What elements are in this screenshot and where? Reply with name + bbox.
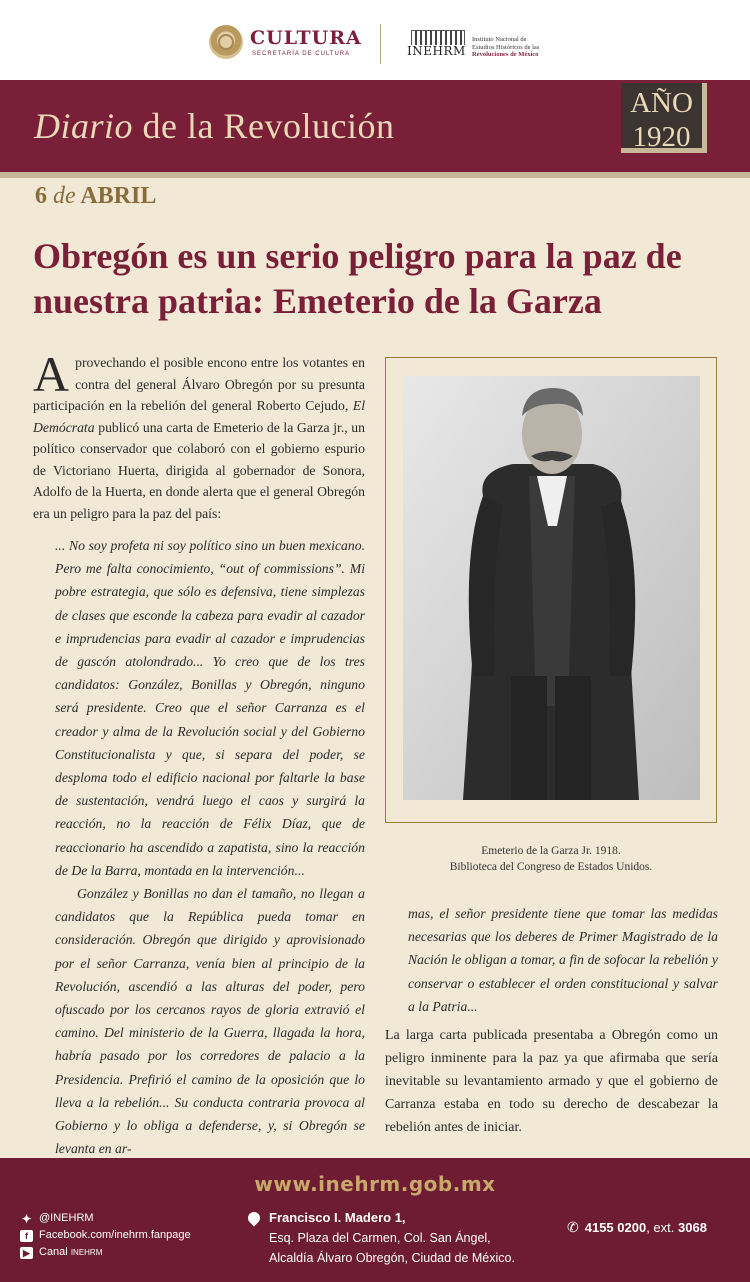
mexico-seal-icon <box>209 25 243 59</box>
photo-caption <box>385 843 717 875</box>
youtube-link[interactable] <box>20 1244 191 1261</box>
article-left-column <box>33 346 365 1160</box>
social-links <box>20 1210 191 1261</box>
address-street: Francisco I. Madero 1, <box>269 1210 406 1225</box>
address-line: Esq. Plaza del Carmen, Col. San Ángel, <box>269 1231 491 1245</box>
inehrm-logo <box>407 30 467 56</box>
address-line: Alcaldía Álvaro Obregón, Ciudad de México. <box>269 1251 515 1265</box>
year-label: AÑO <box>630 87 693 119</box>
inehrm-wordmark: INEHRM <box>407 44 466 58</box>
website-link[interactable]: www.inehrm.gob.mx <box>254 1172 496 1196</box>
quote-paragraph: ... No soy profeta ni soy político sino un buen mexicano. Pero me falta conocimiento, “out of commissions”. Mi pobre estrategia, que sólo es defensiva, tiene simplezas de clases que esconde la cabeza para evadir al cazador e imprudencias para evadir al cazador e imprudencias de gascón atolondrado... Yo creo que de los tres candidatos: González, Bonillas y Obregón, ninguno será presidente. Creo que el señor Carranza es el creador y alma de la Revolución social y del Gobierno Constitucionalista y que, si separa del poder, se desploma todo el edificio nacional por faltarle la base de sustentación, vendrá luego el caos y surgirá la reacción, no la reacción de Félix Díaz, que de reaccionario ha ascendido a zapatista, sino la reacción de De la Barra, montada en la intervención... <box>55 538 365 878</box>
inehrm-description <box>472 36 539 59</box>
phone-block <box>567 1219 707 1236</box>
twitter-icon: ✦ <box>21 1211 32 1226</box>
youtube-pre: Canal <box>39 1246 68 1258</box>
date-de: de <box>53 183 76 209</box>
twitter-handle: @INEHRM <box>39 1212 94 1224</box>
inehrm-desc-line: Revoluciones de México <box>472 51 539 58</box>
headline: Obregón es un serio peligro para la paz de nuestra patria: Emeterio de la Garza <box>33 236 682 321</box>
twitter-link[interactable] <box>20 1210 191 1227</box>
facebook-icon: f <box>20 1230 33 1242</box>
band-stripe <box>0 172 750 178</box>
youtube-channel: INEHRM <box>70 1248 103 1257</box>
address-block <box>248 1208 515 1268</box>
article-date <box>35 183 156 210</box>
caption-line: Emeterio de la Garza Jr. 1918. <box>481 845 621 857</box>
inehrm-desc-line: Estudios Históricos de las <box>472 43 540 51</box>
portrait-photo <box>403 376 700 800</box>
date-month: ABRIL <box>80 183 157 209</box>
cultura-subtitle: SECRETARÍA DE CULTURA <box>252 51 351 57</box>
intro-text: provechando el posible encono entre los votantes en contra del general Álvaro Obregón por su presunta participación en la rebelión del general Roberto Cejudo, <box>33 355 365 413</box>
article-intro <box>33 346 365 524</box>
publication-title <box>34 105 394 147</box>
quote-paragraph: González y Bonillas no dan el tamaño, no llegan a candidatos que la República pueda tomar en consideración. Obregón que dirigido y aprovisionado por el señor Carranza, venía bien al principio de la Revolución, ascendió a las alturas del poder, pero ofuscado por los cercanos rayos de gloria extravió el camino. Del ministerio de la Guerra, llagada la hora, habría pasado por los corredores de palacio a la Presidencia. Prefirió el camino de la oposición que lo lleva a la rebelión... Su conducta contraria provoca al Gobierno y lo obliga a defenderse, y, si Obregón se levanta en ar- <box>55 886 365 1157</box>
inehrm-desc-line: Instituto Nacional de <box>472 36 527 43</box>
intro-text-2: publicó una carta de Emeterio de la Garza jr., un político conservador que colaboró con el gobierno espurio de Victoriano Huerta, dirigida al gobernador de Sonora, Adolfo de la Huerta, en donde alerta que el general Obregón era un peligro para la paz del país: <box>33 419 365 521</box>
phone-ext: 3068 <box>678 1220 707 1235</box>
publication-title-italic: Diario <box>34 106 134 146</box>
location-pin-icon <box>246 1210 263 1227</box>
quote-continuation: mas, el señor presidente tiene que tomar las medidas necesarias que los deberes de Primer Magistrado de la Nación le obligan a tomar, a fin de sofocar la rebelión y conservar o establecer el orden constitucional y salvar a la Patria... <box>408 906 718 1014</box>
year-value: 1920 <box>632 121 691 153</box>
letter-quote <box>33 534 365 1160</box>
closing-paragraph: La larga carta publicada presentaba a Obregón como un peligro inminente para la paz ya que afirmaba que sería inevitable su levantamiento armado y que el gobierno de Carranza estaba en todo su derecho de descabezar la rebelión antes de iniciar. <box>385 1028 718 1135</box>
publication-title-rest: de la Revolución <box>142 106 395 146</box>
date-day: 6 <box>35 183 47 209</box>
year-box <box>621 83 707 153</box>
newspaper-name: El Demócrata <box>33 398 365 435</box>
phone-icon: ✆ <box>567 1219 579 1235</box>
building-icon <box>411 30 465 45</box>
logo-divider <box>380 24 381 64</box>
drop-cap: A <box>33 346 70 402</box>
phone-ext-label: , ext. <box>646 1220 675 1235</box>
facebook-link[interactable] <box>20 1227 191 1244</box>
logo-bar <box>0 0 750 80</box>
portrait-image <box>403 376 700 800</box>
youtube-icon: ▶ <box>20 1247 33 1259</box>
facebook-url: Facebook.com/inehrm.fanpage <box>39 1229 191 1241</box>
caption-line: Biblioteca del Congreso de Estados Unidos. <box>449 861 653 873</box>
phone-number: 4155 0200 <box>584 1220 647 1235</box>
cultura-logo: CULTURA <box>250 27 362 49</box>
